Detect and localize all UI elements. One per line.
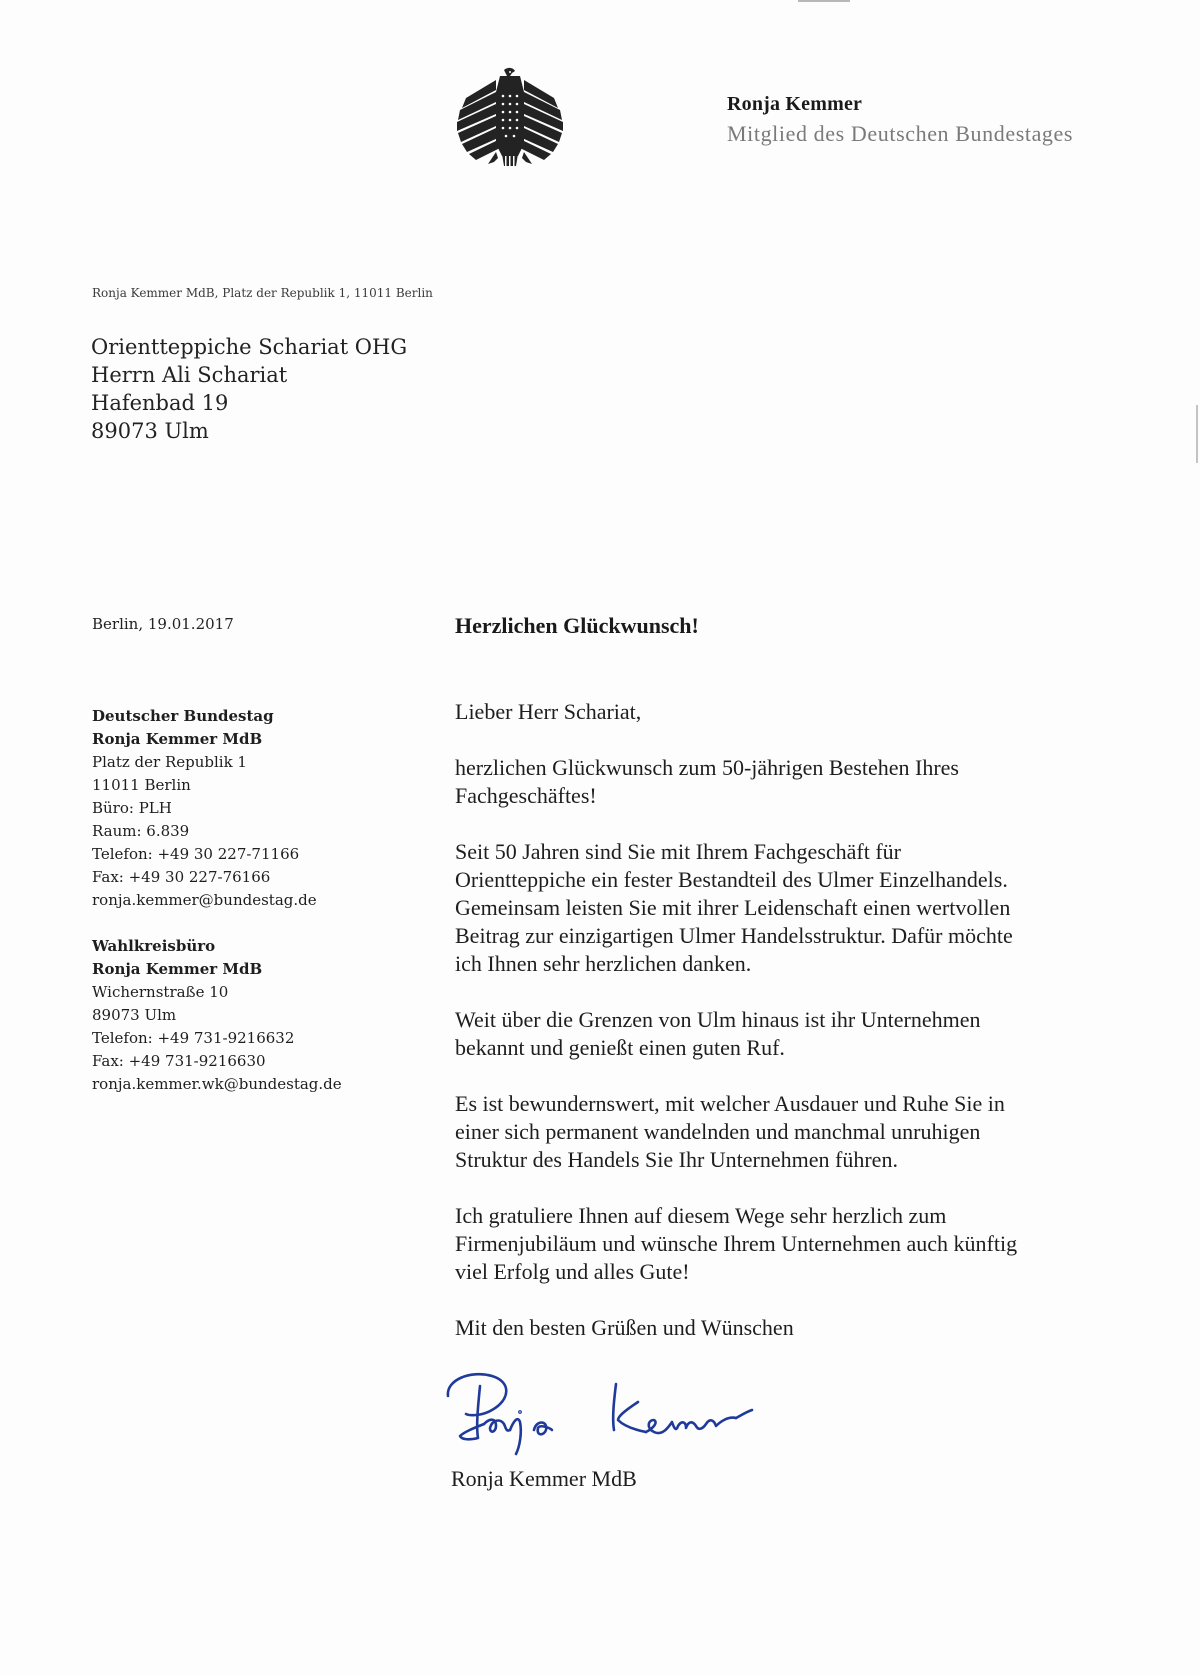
- recipient-line: Orientteppiche Schariat OHG: [91, 335, 408, 359]
- signer-name: Ronja Kemmer MdB: [451, 1466, 637, 1491]
- paragraph: [455, 838, 1175, 978]
- paragraph-line: Beitrag zur einzigartigen Ulmer Handelsstruktur. Dafür möchte: [455, 923, 1013, 948]
- paper-edge-mark: [1196, 405, 1198, 463]
- recipient-line: Herrn Ali Schariat: [91, 363, 288, 387]
- paragraph: [455, 1202, 1175, 1286]
- fold-mark: [798, 0, 850, 2]
- contact-sidebar: [92, 705, 342, 1096]
- phone-line: Telefon: +49 30 227-71166: [92, 845, 300, 863]
- paragraph-line: Ich gratuliere Ihnen auf diesem Wege sehr herzlich zum: [455, 1203, 947, 1228]
- handwritten-signature: [440, 1366, 820, 1466]
- paragraph: [455, 754, 1175, 810]
- berlin-office: [92, 705, 342, 912]
- contact-line: 11011 Berlin: [92, 776, 191, 794]
- office-title: Wahlkreisbüro: [92, 937, 216, 955]
- office-title: Deutscher Bundestag: [92, 707, 274, 725]
- letterhead-name: Ronja Kemmer: [727, 93, 863, 115]
- return-address: Ronja Kemmer MdB, Platz der Republik 1, 11011 Berlin: [92, 286, 433, 300]
- letter-body: [455, 698, 1175, 1370]
- paragraph-line: ich Ihnen sehr herzlichen danken.: [455, 951, 752, 976]
- office-name: Ronja Kemmer MdB: [92, 730, 263, 748]
- contact-line: 89073 Ulm: [92, 1006, 177, 1024]
- letter-subject: Herzlichen Glückwunsch!: [455, 613, 699, 638]
- paragraph-line: einer sich permanent wandelnden und manchmal unruhigen: [455, 1119, 981, 1144]
- paragraph-line: Orientteppiche ein fester Bestandteil des Ulmer Einzelhandels.: [455, 867, 1008, 892]
- contact-line: Platz der Republik 1: [92, 753, 247, 771]
- paragraph-line: Weit über die Grenzen von Ulm hinaus ist ihr Unternehmen: [455, 1007, 981, 1032]
- email-link: ronja.kemmer.wk@bundestag.de: [92, 1075, 342, 1093]
- contact-line: Büro: PLH: [92, 799, 172, 817]
- paragraph: [455, 1090, 1175, 1174]
- paragraph-line: Firmenjubiläum und wünsche Ihrem Unternehmen auch künftig: [455, 1231, 1018, 1256]
- fax-line: Fax: +49 731-9216630: [92, 1052, 266, 1070]
- fax-line: Fax: +49 30 227-76166: [92, 868, 271, 886]
- paragraph-line: herzlichen Glückwunsch zum 50-jährigen Bestehen Ihres: [455, 755, 959, 780]
- paragraph-line: bekannt und genießt einen guten Ruf.: [455, 1035, 785, 1060]
- paragraph-line: Gemeinsam leisten Sie mit ihrer Leidenschaft einen wertvollen: [455, 895, 1011, 920]
- recipient-line: 89073 Ulm: [91, 419, 209, 443]
- paragraph: [455, 1006, 1175, 1062]
- bundestag-eagle-icon: [452, 66, 568, 170]
- contact-line: Raum: 6.839: [92, 822, 190, 840]
- salutation: Lieber Herr Schariat,: [455, 699, 642, 724]
- paragraph-line: Struktur des Handels Sie Ihr Unternehmen führen.: [455, 1147, 898, 1172]
- recipient-line: Hafenbad 19: [91, 391, 229, 415]
- email-link: ronja.kemmer@bundestag.de: [92, 891, 317, 909]
- letter-date: Berlin, 19.01.2017: [92, 615, 234, 633]
- paragraph-line: Seit 50 Jahren sind Sie mit Ihrem Fachgeschäft für: [455, 839, 902, 864]
- letterhead-role: Mitglied des Deutschen Bundestages: [727, 121, 1074, 146]
- paragraph-line: Es ist bewundernswert, mit welcher Ausdauer und Ruhe Sie in: [455, 1091, 1005, 1116]
- phone-line: Telefon: +49 731-9216632: [92, 1029, 295, 1047]
- recipient-address: [91, 333, 407, 445]
- office-name: Ronja Kemmer MdB: [92, 960, 263, 978]
- wahlkreis-office: [92, 935, 342, 1096]
- paragraph-line: viel Erfolg und alles Gute!: [455, 1259, 690, 1284]
- paragraph-line: Fachgeschäftes!: [455, 783, 597, 808]
- closing: Mit den besten Grüßen und Wünschen: [455, 1315, 794, 1340]
- contact-line: Wichernstraße 10: [92, 983, 229, 1001]
